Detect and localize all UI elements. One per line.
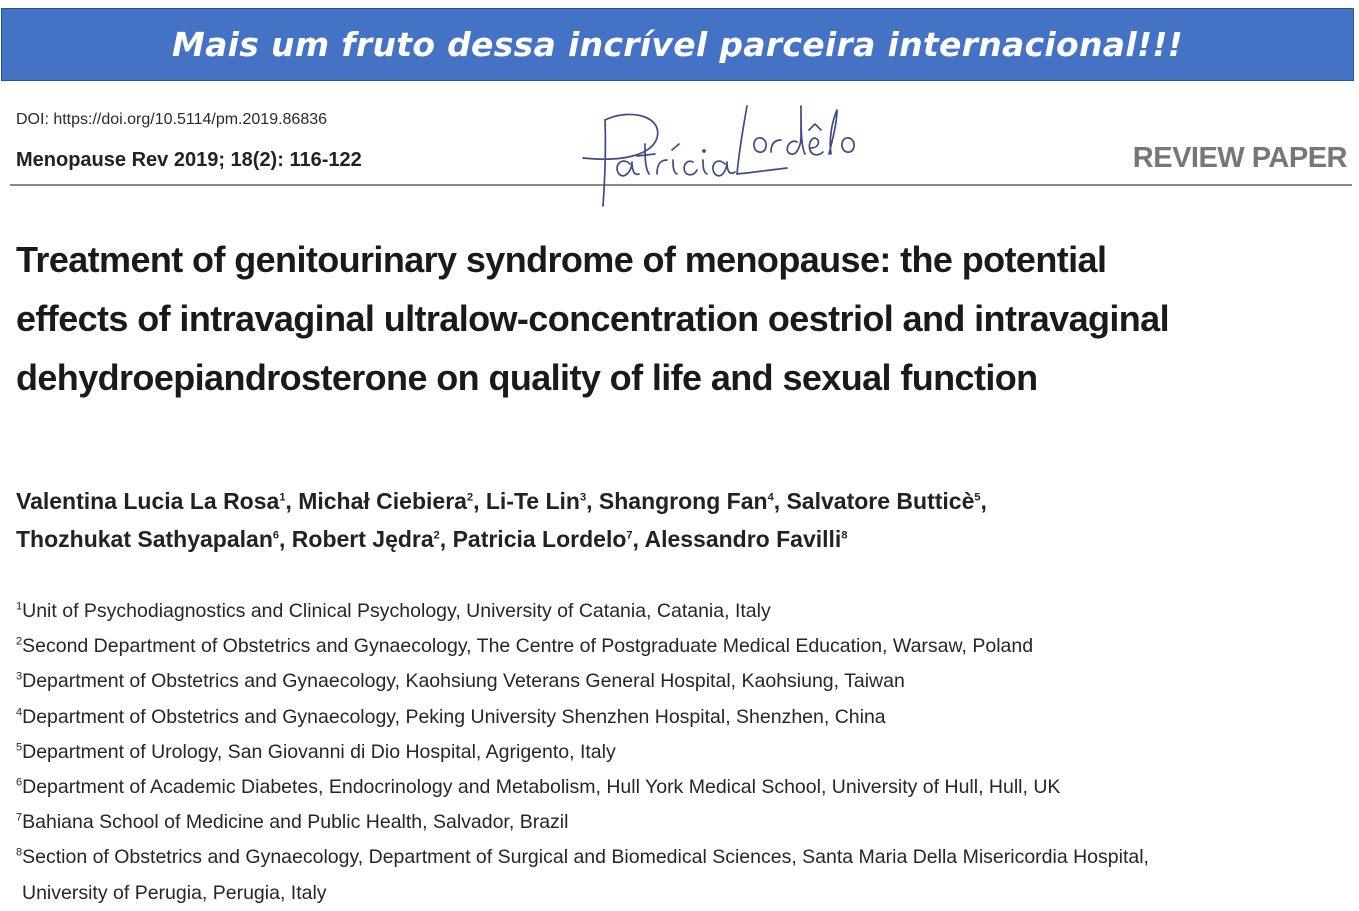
author-separator: , (773, 488, 787, 514)
author-name: Michał Ciebiera (298, 488, 467, 514)
affiliation-item (16, 735, 1336, 770)
author-separator: , (980, 488, 987, 514)
author-affiliation-number: 7 (626, 529, 633, 542)
author-affiliation-number: 8 (841, 529, 848, 542)
affiliation-number: 3 (16, 670, 23, 683)
affiliation-item (16, 840, 1336, 875)
affiliation-number: 6 (16, 776, 23, 789)
announcement-banner (1, 8, 1354, 81)
author-name: Alessandro Favilli (644, 526, 842, 552)
author-affiliation-number: 1 (279, 491, 286, 504)
author-name: Valentina Lucia La Rosa (16, 488, 280, 514)
banner-text: Mais um fruto dessa incrível parceira internacional!!! (171, 25, 1184, 64)
affiliation-number: 8 (16, 846, 23, 859)
author-separator: , (439, 526, 453, 552)
affiliation-number: 5 (16, 741, 23, 754)
affiliation-number: 2 (16, 635, 23, 648)
affiliation-text: Department of Urology, San Giovanni di Dio Hospital, Agrigento, Italy (22, 740, 616, 763)
author-list (16, 482, 1336, 558)
affiliation-item (16, 700, 1336, 735)
affiliation-item (16, 594, 1336, 629)
author-affiliation-number: 4 (767, 491, 774, 504)
affiliation-item (16, 629, 1336, 664)
paper-type-label: REVIEW PAPER (1132, 142, 1347, 174)
author-affiliation-number: 5 (974, 491, 981, 504)
author-name: Robert Jędra (291, 526, 434, 552)
paper-title (16, 230, 1336, 407)
author-name: Shangrong Fan (598, 488, 768, 514)
author-separator: , (279, 526, 292, 552)
author-name: Li-Te Lin (485, 488, 580, 514)
affiliation-text: Department of Obstetrics and Gynaecology, Peking University Shenzhen Hospital, Shenzhen, China (22, 705, 886, 728)
author-separator: , (285, 488, 299, 514)
affiliation-text: Section of Obstetrics and Gynaecology, Department of Surgical and Biomedical Sciences, Santa Maria Della Misericordia Hospital, (22, 846, 1149, 869)
author-name: Patricia Lordelo (452, 526, 627, 552)
affiliation-list (16, 594, 1336, 911)
title-line-2: effects of intravaginal ultralow-concentration oestriol and intravaginal (16, 298, 1170, 339)
author-separator: , (632, 526, 645, 552)
affiliation-continuation: University of Perugia, Perugia, Italy (22, 881, 327, 904)
author-line-1 (16, 482, 1336, 520)
author-affiliation-number: 3 (579, 491, 587, 504)
journal-citation: Menopause Rev 2019; 18(2): 116-122 (16, 149, 362, 171)
affiliation-item (16, 805, 1336, 840)
affiliation-text: Unit of Psychodiagnostics and Clinical Psychology, University of Catania, Catania, Italy (22, 600, 771, 622)
author-separator: , (473, 488, 486, 514)
title-line-1: Treatment of genitourinary syndrome of menopause: the potential (16, 239, 1107, 280)
affiliation-number: 4 (16, 706, 23, 719)
affiliation-text: Department of Obstetrics and Gynaecology, Kaohsiung Veterans General Hospital, Kaohsiung, Taiwan (22, 670, 905, 693)
author-name: Thozhukat Sathyapalan (16, 526, 273, 552)
author-line-2 (16, 520, 1336, 558)
affiliation-text: Bahiana School of Medicine and Public Health, Salvador, Brazil (22, 811, 569, 834)
affiliation-number: 7 (16, 811, 23, 824)
affiliation-item (16, 770, 1336, 805)
author-affiliation-number: 6 (272, 529, 279, 542)
author-separator: , (586, 488, 599, 514)
author-affiliation-number: 2 (466, 491, 474, 504)
author-name: Salvatore Butticè (786, 488, 975, 514)
affiliation-item (16, 664, 1336, 699)
title-line-3: dehydroepiandrosterone on quality of life and sexual function (16, 357, 1038, 398)
affiliation-text: Second Department of Obstetrics and Gynaecology, The Centre of Postgraduate Medical Education, Warsaw, Poland (22, 635, 1034, 658)
author-affiliation-number: 2 (433, 529, 440, 542)
affiliation-text: Department of Academic Diabetes, Endocrinology and Metabolism, Hull York Medical School, University of Hull, Hull, UK (22, 776, 1061, 799)
handwritten-signature (575, 98, 865, 213)
affiliation-number: 1 (16, 600, 23, 613)
doi-line: DOI: https://doi.org/10.5114/pm.2019.86836 (16, 111, 328, 128)
